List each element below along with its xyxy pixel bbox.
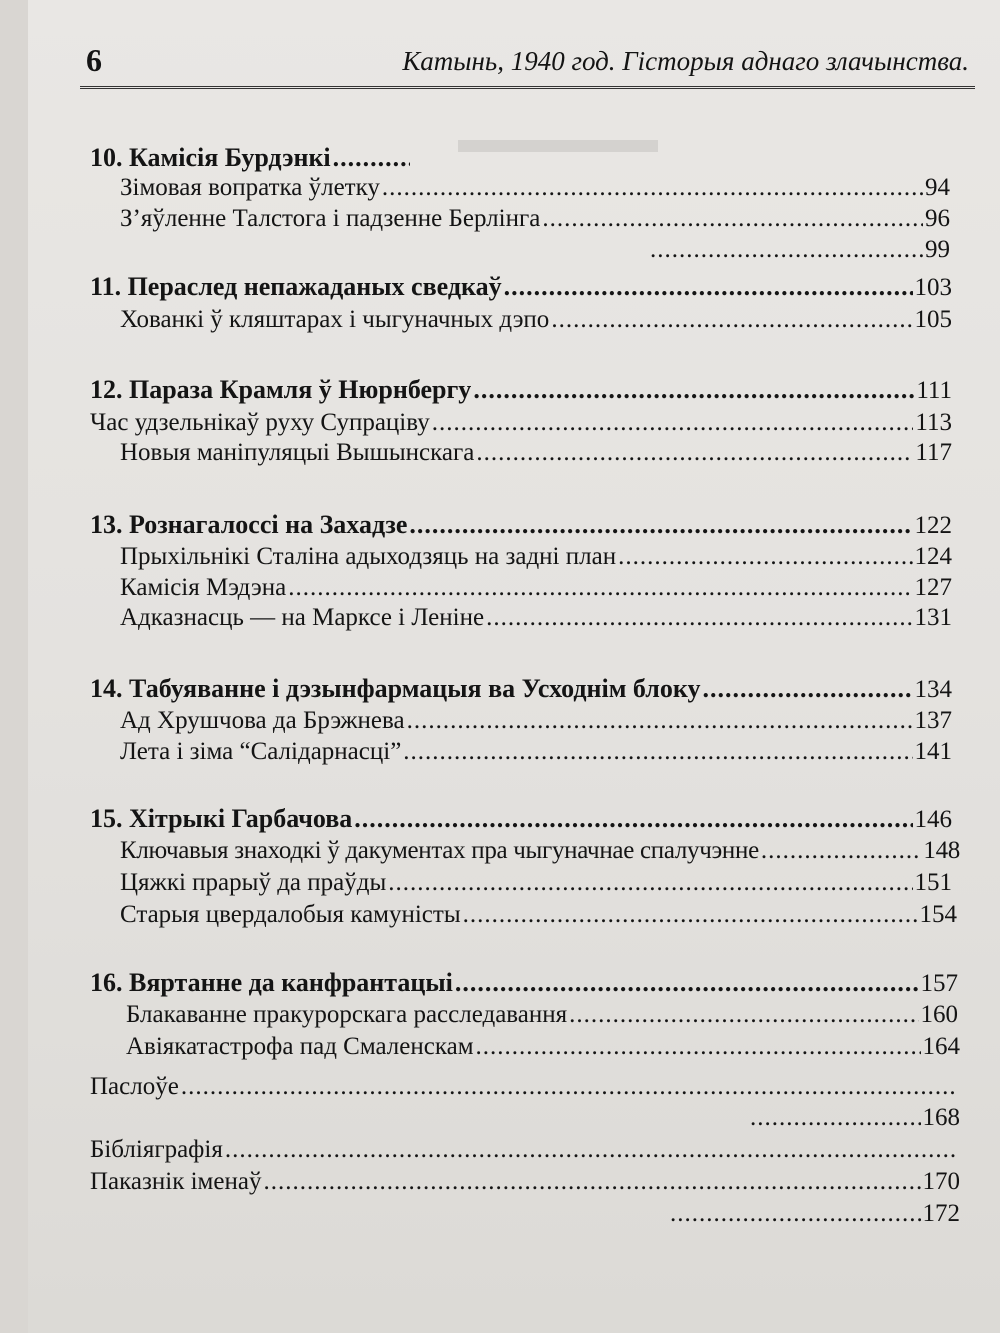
dot-leader <box>650 236 923 264</box>
toc-continuation: ..... 168 <box>748 1104 960 1132</box>
toc-continuation: ..... 99 <box>648 236 950 264</box>
toc-chapter-11: 11. Пераслед непажаданых сведкаў ..... 103 <box>90 272 952 302</box>
dot-leader <box>750 1104 921 1132</box>
dot-leader <box>333 143 410 173</box>
dot-leader <box>388 869 912 897</box>
toc-section: Ад Хрушчова да Брэжнева ..... 137 <box>120 707 952 735</box>
toc-section: Адказнасць — на Марксе і Леніне ..... 131 <box>120 604 952 632</box>
toc-section: Старыя цвердалобыя камуністы ..... 154 <box>120 901 957 929</box>
dot-leader <box>463 901 918 929</box>
dot-leader <box>354 804 912 834</box>
page-number: 6 <box>86 42 102 78</box>
dot-leader <box>504 272 913 302</box>
book-page <box>28 0 1000 1333</box>
dot-leader <box>288 574 912 602</box>
dot-leader <box>455 968 919 998</box>
toc-section: Час удзельнікаў руху Супраціву ..... 113 <box>90 409 952 437</box>
toc-chapter-16: 16. Вяртанне да канфрантацыі ..... 157 <box>90 968 958 998</box>
dot-leader <box>181 1073 958 1101</box>
dot-leader <box>473 375 914 405</box>
toc-section: З’яўленне Талстога і падзенне Берлінга ..... 96 <box>120 205 950 233</box>
dot-leader <box>551 306 912 334</box>
dot-leader <box>407 707 913 735</box>
dot-leader <box>409 510 912 540</box>
toc-chapter-15: 15. Хітрыкі Гарбачова ..... 146 <box>90 804 952 834</box>
dot-leader <box>476 439 913 467</box>
dot-leader <box>670 1200 921 1228</box>
toc-chapter-10: 10. Камісія Бурдэнкі ..... <box>90 143 412 173</box>
toc-index: Паказнік іменаў ..... 170 <box>90 1168 960 1196</box>
toc-chapter-12: 12. Параза Крамля ў Нюрнбергу ..... 111 <box>90 375 952 405</box>
toc-chapter-13: 13. Рознагалоссі на Захадзе ..... 122 <box>90 510 952 540</box>
toc-continuation: ..... 172 <box>668 1200 960 1228</box>
toc-section: Лета і зіма “Салідарнасці” ..... 141 <box>120 738 952 766</box>
dot-leader <box>382 174 923 202</box>
toc-section: Зімовая вопратка ўлетку ..... 94 <box>120 174 950 202</box>
dot-leader <box>476 1033 921 1061</box>
dot-leader <box>618 543 912 571</box>
toc-section: Камісія Мэдэна ..... 127 <box>120 574 952 602</box>
toc-afterword: Паслоўе ..... <box>90 1073 960 1101</box>
toc-section: Цяжкі прарыў да праўды ..... 151 <box>120 869 952 897</box>
dot-leader <box>702 674 912 704</box>
toc-bibliography: Бібліяграфія ..... <box>90 1136 960 1164</box>
toc-chapter-14: 14. Табуяванне і дэзынфармацыя ва Усходнім блоку ..... 134 <box>90 674 952 704</box>
dot-leader <box>432 409 914 437</box>
toc-section: Новыя маніпуляцыі Вышынскага ..... 117 <box>120 439 952 467</box>
dot-leader <box>486 604 912 632</box>
toc-section: Авіякатастрофа пад Смаленскам ..... 164 <box>126 1033 960 1061</box>
dot-leader <box>569 1001 918 1029</box>
toc-section: Прыхільнікі Сталіна адыходзяць на задні план ..... 124 <box>120 543 952 571</box>
running-title: Катынь, 1940 год. Гісторыя аднаго злачынства. <box>402 46 969 76</box>
dot-leader <box>403 738 912 766</box>
toc-section: Блакаванне пракурорскага расследавання ..... 160 <box>126 1001 958 1029</box>
bleed-through-mark: ▬▬▬▬▬ <box>458 116 658 161</box>
dot-leader <box>263 1168 920 1196</box>
dot-leader <box>225 1136 958 1164</box>
dot-leader <box>761 837 922 865</box>
dot-leader <box>542 205 923 233</box>
toc-section: Хованкі ў кляштарах і чыгуначных дэпо ..... 105 <box>120 306 952 334</box>
table-of-contents <box>28 0 1000 1333</box>
toc-section: Ключавыя знаходкі ў дакументах пра чыгуначнае спалучэнне ..... 148 <box>120 837 960 865</box>
